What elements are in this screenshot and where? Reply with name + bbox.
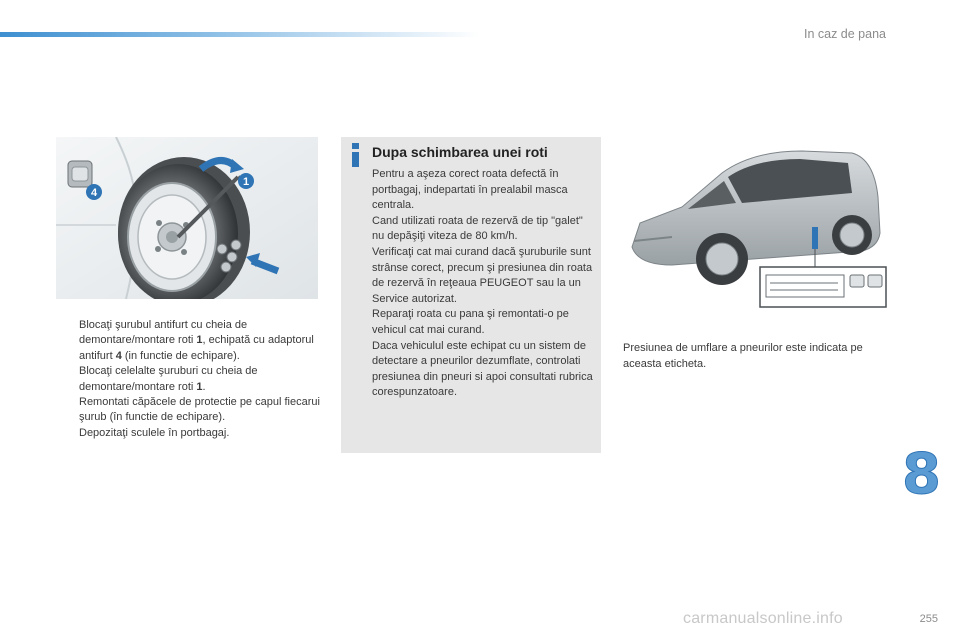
- info-paragraph: Reparaţi roata cu pana şi remontati-o pe vehicul cat mai curand.: [372, 308, 569, 336]
- tyre-pressure-caption: Presiunea de umflare a pneurilor este indicata pe aceasta eticheta.: [623, 342, 863, 370]
- info-paragraph: Pentru a aşeza corect roata defectă în portbagaj, indepartati în prealabil masca centrala.: [372, 168, 568, 212]
- info-paragraph: Cand utilizati roata de rezervă de tip "galet" nu depăşiţi viteza de 80 km/h.: [372, 214, 583, 243]
- header-accent-bar: [0, 32, 480, 37]
- info-box: [341, 137, 601, 453]
- info-box-body: [372, 167, 598, 401]
- list-item: Remontati căpăcele de protectie pe capul fiecarui şurub (în functie de echipare).: [79, 396, 320, 424]
- watermark: carmanualsonline.info: [683, 610, 843, 627]
- chapter-number: 8: [902, 442, 941, 507]
- callout-4: 4: [90, 187, 98, 199]
- info-icon: [350, 143, 361, 167]
- page-number: 255: [919, 613, 938, 625]
- list-item: Depozitaţi sculele în portbagaj.: [79, 426, 230, 439]
- info-paragraph: Verificaţi cat mai curand dacă şuruburile sunt strânse corect, precum şi presiunea din roata de rezervă în reţeaua PEUGEOT sau la un Service autorizat.: [372, 245, 593, 305]
- info-paragraph: Daca vehiculul este echipat cu un sistem de detectare a pneurilor dezumflate, controlati presiunea din pneuri si apoi consultati rubrica corespunzatoare.: [372, 339, 593, 399]
- list-item: Blocaţi celelalte şuruburi cu cheia de demontare/montare roti 1.: [79, 365, 258, 393]
- callout-1: 1: [242, 176, 250, 188]
- car-tyre-label-illustration: [612, 137, 890, 317]
- list-item: Blocaţi şurubul antifurt cu cheia de demontare/montare roti 1, echipată cu adaptorul antifurt 4 (in functie de echipare).: [79, 319, 314, 362]
- instruction-list: [60, 318, 335, 441]
- wheel-bolt-illustration: [56, 137, 318, 299]
- section-title: In caz de pana: [803, 27, 886, 41]
- info-box-title: Dupa schimbarea unei roti: [372, 144, 548, 160]
